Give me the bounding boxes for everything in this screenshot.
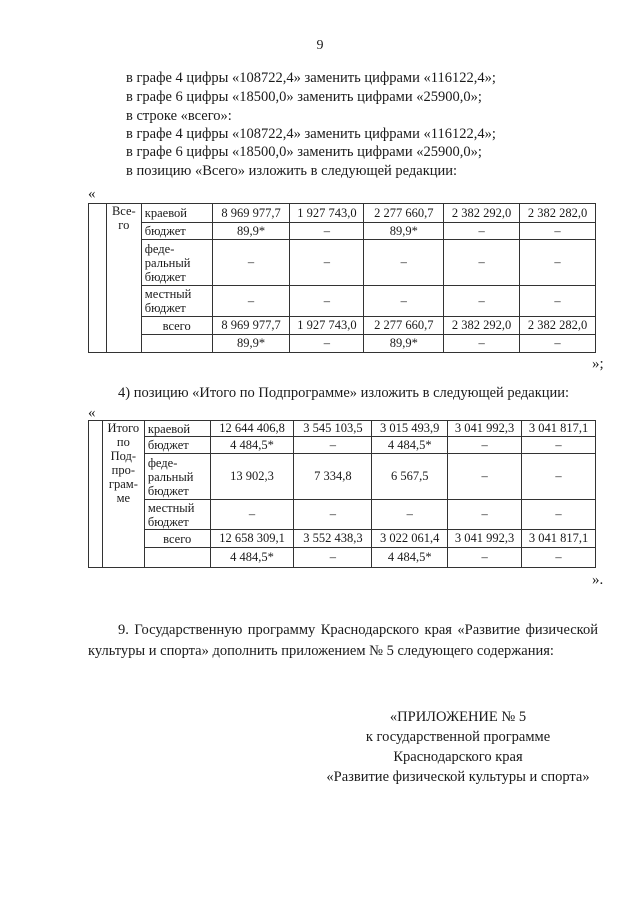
table-cell: – (522, 454, 596, 500)
table-cell: 89,9* (364, 223, 444, 240)
table-cell: – (294, 437, 372, 454)
item-4-text: 4) позицию «Итого по Подпрограмме» изложить в следующей редакции: (118, 385, 570, 401)
table-cell: – (372, 500, 448, 530)
table-cell: 4 484,5* (210, 548, 294, 568)
row-label: феде- ральный бюджет (144, 454, 210, 500)
table-cell: – (210, 500, 294, 530)
table-cell: 2 382 292,0 (444, 204, 520, 223)
row-label: бюджет (141, 223, 212, 240)
table-cell: 3 545 103,5 (294, 421, 372, 437)
row-label (144, 548, 210, 568)
row-label: краевой (141, 204, 212, 223)
table-cell: 2 277 660,7 (364, 204, 444, 223)
table-cell: – (294, 548, 372, 568)
table-cell: – (212, 286, 290, 317)
intro-line: в графе 4 цифры «108722,4» заменить цифрами «116122,4»; (126, 70, 496, 86)
table-cell: 2 277 660,7 (364, 317, 444, 335)
appendix-line: «ПРИЛОЖЕНИЕ № 5 (389, 709, 527, 725)
table-cell: 2 382 282,0 (520, 204, 596, 223)
table-cell: – (448, 454, 522, 500)
table-cell: 3 022 061,4 (372, 530, 448, 548)
table-cell: – (520, 286, 596, 317)
row-label: местный бюджет (141, 286, 212, 317)
table-cell: – (520, 240, 596, 286)
row-label: феде- ральный бюджет (141, 240, 212, 286)
table-cell: – (290, 223, 364, 240)
table-cell: 6 567,5 (372, 454, 448, 500)
table-cell: 3 552 438,3 (294, 530, 372, 548)
quote-open: « (88, 405, 96, 421)
intro-line: в графе 4 цифры «108722,4» заменить цифрами «116122,4»; (126, 126, 496, 142)
table-cell: 89,9* (364, 335, 444, 353)
table-cell: – (520, 223, 596, 240)
row-label: краевой (144, 421, 210, 437)
quote-close: »; (592, 356, 604, 372)
intro-line: в строке «всего»: (126, 108, 232, 124)
table-vsego (88, 203, 596, 353)
table-cell: – (520, 335, 596, 353)
table-cell: 4 484,5* (372, 548, 448, 568)
table-cell: 12 644 406,8 (210, 421, 294, 437)
table-cell: 3 015 493,9 (372, 421, 448, 437)
table-cell: – (522, 548, 596, 568)
intro-line: в графе 6 цифры «18500,0» заменить цифрами «25900,0»; (126, 144, 482, 160)
table-cell: – (522, 500, 596, 530)
table-itogo (88, 420, 596, 568)
table-cell: 7 334,8 (294, 454, 372, 500)
table-cell: 3 041 992,3 (448, 421, 522, 437)
appendix-line: «Развитие физической культуры и спорта» (326, 769, 590, 785)
table-cell: – (444, 240, 520, 286)
row-label (141, 335, 212, 353)
table-cell: 8 969 977,7 (212, 204, 290, 223)
table-cell: 4 484,5* (372, 437, 448, 454)
row-label: местный бюджет (144, 500, 210, 530)
table-cell: 3 041 817,1 (522, 421, 596, 437)
table-cell: 12 658 309,1 (210, 530, 294, 548)
intro-line: в графе 6 цифры «18500,0» заменить цифрами «25900,0»; (126, 89, 482, 105)
quote-open: « (88, 186, 96, 202)
appendix-line: Краснодарского края (393, 749, 523, 765)
first-cell: Итого по Под- про- грам- ме (102, 421, 144, 568)
first-cell: Все- го (106, 204, 141, 353)
table-cell: – (444, 223, 520, 240)
row-label: всего (144, 530, 210, 548)
table-cell: 3 041 817,1 (522, 530, 596, 548)
row-label: бюджет (144, 437, 210, 454)
intro-line: в позицию «Всего» изложить в следующей редакции: (126, 163, 458, 179)
table-cell: 3 041 992,3 (448, 530, 522, 548)
table-cell: 1 927 743,0 (290, 204, 364, 223)
blank-cell (89, 421, 103, 568)
table-cell: 2 382 282,0 (520, 317, 596, 335)
table-cell: 4 484,5* (210, 437, 294, 454)
table-cell: 1 927 743,0 (290, 317, 364, 335)
table-cell: – (212, 240, 290, 286)
table-cell: – (522, 437, 596, 454)
page-number: 9 (316, 38, 324, 53)
table-cell: – (290, 286, 364, 317)
paragraph-9: 9. Государственную программу Краснодарского края «Развитие физической культуры и спорта» дополнить приложением № 5 следующего содержания: (88, 622, 598, 659)
table-cell: – (364, 240, 444, 286)
table-cell: 89,9* (212, 223, 290, 240)
table-cell: 89,9* (212, 335, 290, 353)
table-cell: 8 969 977,7 (212, 317, 290, 335)
table-cell: 2 382 292,0 (444, 317, 520, 335)
table-cell: – (364, 286, 444, 317)
table-cell: – (448, 548, 522, 568)
table-cell: – (290, 240, 364, 286)
row-label: всего (141, 317, 212, 335)
blank-cell (89, 204, 107, 353)
table-cell: – (448, 437, 522, 454)
table-cell: – (294, 500, 372, 530)
table-cell: 13 902,3 (210, 454, 294, 500)
table-cell: – (444, 286, 520, 317)
quote-close: ». (592, 572, 604, 588)
table-cell: – (448, 500, 522, 530)
appendix-header (318, 707, 598, 787)
table-cell: – (290, 335, 364, 353)
table-cell: – (444, 335, 520, 353)
appendix-line: к государственной программе (365, 729, 551, 745)
